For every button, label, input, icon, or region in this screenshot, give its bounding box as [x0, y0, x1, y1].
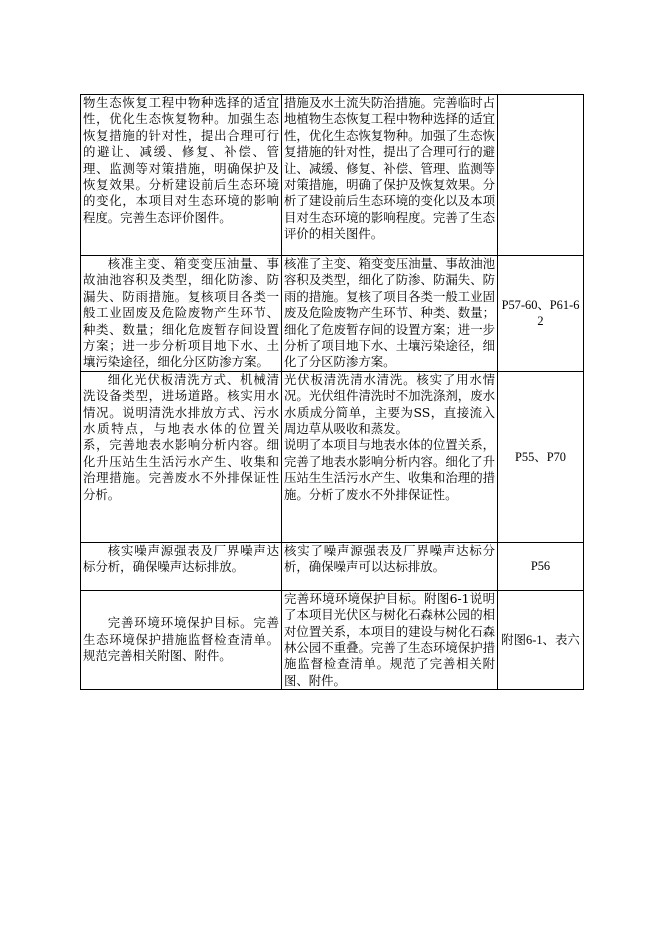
revision-note-cell	[282, 371, 498, 542]
revision-note-cell: 完善环境环境保护目标。附图6-1说明了本项目光伏区与树化石森林公园的相对位置关系，本项目的建设与树化石森林公园不重叠。完善了生态环境保护措施监督检查清单。规范了完善相关附图、附件。	[282, 590, 498, 689]
review-opinion-cell: 细化光伏板清洗方式、机械清洗设备类型，进场道路。核实用水情况。说明清洗水排放方式、污水水质特点，与地表水体的位置关系，完善地表水影响分析内容。细化升压站生生活污水产生、收集和治理措施。完善废水不外排保证性分析。	[81, 371, 282, 542]
page-reference-cell: P57-60、P61-62	[498, 256, 584, 372]
revision-note-paragraph: 说明了本项目与地表水体的位置关系，完善了地表水影响分析内容。细化了升压站生生活污水产生、收集和治理的措施。分析了废水不外排保证性。	[284, 437, 495, 502]
revision-note-cell: 核准了主变、箱变变压油量、事故油池容积及类型，细化了防渗、防漏失、防雨的措施。复核了项目各类一般工业固废及危险废物产生环节、种类、数量；细化了危废暂存间的设置方案；进一步分析了项目地下水、土壤污染途径，细化了分区防渗方案。	[282, 256, 498, 372]
table-row	[81, 542, 584, 590]
review-opinion-cell: 核准主变、箱变变压油量、事故油池容积及类型，细化防渗、防漏失、防雨措施。复核项目各类一般工业固废及危险废物产生环节、种类、数量；细化危废暂存间设置方案；进一步分析项目地下水、土壤污染途径，细化分区防渗方案。	[81, 256, 282, 372]
table-row	[81, 590, 584, 689]
revision-note-cell: 措施及水土流失防治措施。完善临时占地植物生态恢复工程中物种选择的适宜性，优化生态恢复物种。加强了生态恢复措施的针对性，提出了合理可行的避让、减缓、修复、补偿、管理、监测等对策措施，明确了保护及恢复效果。分析了建设前后生态环境的变化以及本项目对生态环境的影响程度。完善了生态评价的相关图件。	[282, 95, 498, 256]
revision-note-paragraph: 光伏板清洗清水清洗。核实了用水情况。光伏组件清洗时不加洗涤剂，废水水质成分简单，主要为SS，直接流入周边草从吸收和蒸发。	[284, 371, 495, 437]
review-opinion-cell: 核实噪声源强表及厂界噪声达标分析，确保噪声达标排放。	[81, 542, 282, 590]
review-opinion-cell: 物生态恢复工程中物种选择的适宜性，优化生态恢复物种。加强生态恢复措施的针对性，提出合理可行的避让、减缓、修复、补偿、管理、监测等对策措施，明确保护及恢复效果。分析建设前后生态环境的变化，本项目对生态环境的影响程度。完善生态评价图件。	[81, 95, 282, 256]
table-row	[81, 371, 584, 542]
page-reference-cell: P56	[498, 542, 584, 590]
page-reference-cell: 附图6-1、表六	[498, 590, 584, 689]
review-response-table	[80, 94, 584, 690]
revision-note-cell: 核实了噪声源强表及厂界噪声达标分析，确保噪声可以达标排放。	[282, 542, 498, 590]
review-opinion-cell: 完善环境环境保护目标。完善生态环境保护措施监督检查清单。规范完善相关附图、附件。	[81, 590, 282, 689]
page-reference-cell	[498, 95, 584, 256]
page-reference-cell: P55、P70	[498, 371, 584, 542]
table-row	[81, 256, 584, 372]
table-row	[81, 95, 584, 256]
